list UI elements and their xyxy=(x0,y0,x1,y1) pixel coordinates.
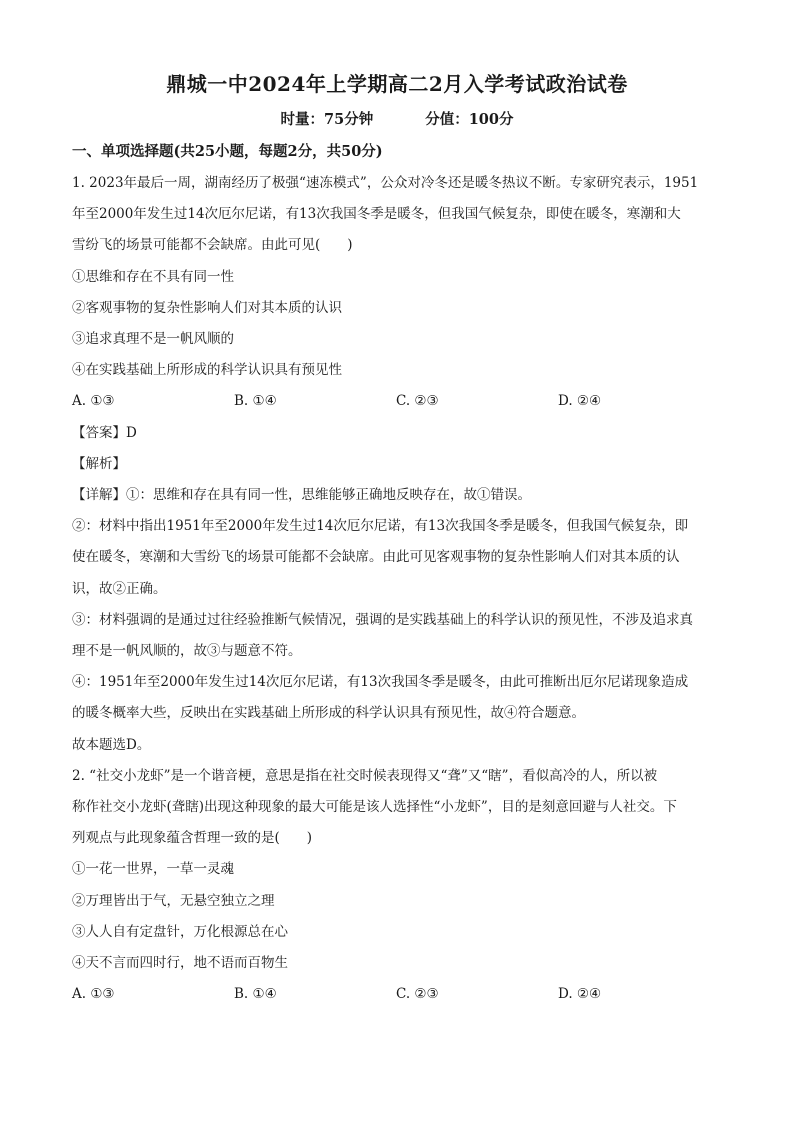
q2-stem-line: 称作社交小龙虾(聋瞎)出现这种现象的最大可能是该人选择性“小龙虾”，目的是刻意回避与人社交。下 xyxy=(72,799,677,816)
q1-statement: ①思维和存在不具有同一性 xyxy=(72,268,234,285)
q1-statement: ④在实践基础上所形成的科学认识具有预见性 xyxy=(72,362,342,379)
q1-detail-line: ③：材料强调的是通过过往经验推断气候情况，强调的是实践基础上的科学认识的预见性，不涉及追求真 xyxy=(72,611,693,628)
q2-stem-line: 列观点与此现象蕴含哲理一致的是( ) xyxy=(72,830,313,847)
q2-option-a: A. ①③ xyxy=(72,986,115,1003)
q1-detail-line: 的暖冬概率大些，反映出在实践基础上所形成的科学认识具有预见性，故④符合题意。 xyxy=(72,705,585,722)
q1-option-b: B. ①④ xyxy=(234,393,277,410)
q2-option-b: B. ①④ xyxy=(234,986,277,1003)
q2-statement: ①一花一世界，一草一灵魂 xyxy=(72,861,234,878)
exam-title: 鼎城一中2024年上学期高二2月入学考试政治试卷 xyxy=(166,72,628,96)
q1-option-a: A. ①③ xyxy=(72,393,115,410)
q2-statement: ④天不言而四时行，地不语而百物生 xyxy=(72,955,288,972)
q2-options xyxy=(72,979,722,1010)
q1-detail-line: 识，故②正确。 xyxy=(72,580,167,597)
q1-option-c: C. ②③ xyxy=(396,393,439,410)
q2-statement: ③人人自有定盘针，万化根源总在心 xyxy=(72,923,288,940)
score-label: 分值：100分 xyxy=(425,111,514,128)
q1-stem-line: 雪纷飞的场景可能都不会缺席。由此可见( ) xyxy=(72,237,353,254)
q1-stem-line: 年至2000年发生过14次厄尔尼诺，有13次我国冬季是暖冬，但我国气候复杂，即使在暖冬，寒潮和大 xyxy=(72,206,681,223)
q1-detail-line: 理不是一帆风顺的，故③与题意不符。 xyxy=(72,643,302,660)
q1-statement: ②客观事物的复杂性影响人们对其本质的认识 xyxy=(72,299,342,316)
q1-statement: ③追求真理不是一帆风顺的 xyxy=(72,331,234,348)
q1-detail-line: ④：1951年至2000年发生过14次厄尔尼诺，有13次我国冬季是暖冬，由此可推断出厄尔尼诺现象造成 xyxy=(72,674,689,691)
exam-meta xyxy=(0,108,794,129)
q2-option-d: D. ②④ xyxy=(558,986,602,1003)
q1-analysis-label: 【解析】 xyxy=(72,455,126,472)
section-heading: 一、单项选择题(共25小题，每题2分，共50分) xyxy=(72,143,383,160)
q2-option-c: C. ②③ xyxy=(396,986,439,1003)
q2-statement: ②万理皆出于气，无悬空独立之理 xyxy=(72,892,275,909)
q1-answer: 【答案】D xyxy=(72,424,137,441)
q1-stem-line: 1. 2023年最后一周，湖南经历了极强“速冻模式”，公众对冷冬还是暖冬热议不断。专家研究表示，1951 xyxy=(72,175,699,191)
question-content xyxy=(72,168,722,1010)
q1-detail-line: ②：材料中指出1951年至2000年发生过14次厄尔尼诺，有13次我国冬季是暖冬，但我国气候复杂，即 xyxy=(72,518,689,535)
q1-options xyxy=(72,386,722,417)
time-label: 时量：75分钟 xyxy=(280,111,374,128)
q1-option-d: D. ②④ xyxy=(558,393,602,410)
q1-detail-line: 【详解】①：思维和存在具有同一性，思维能够正确地反映存在，故①错误。 xyxy=(72,487,531,504)
q1-detail-line: 故本题选D。 xyxy=(72,736,151,753)
q1-detail-line: 使在暖冬，寒潮和大雪纷飞的场景可能都不会缺席。由此可见客观事物的复杂性影响人们对其本质的认 xyxy=(72,549,680,566)
q2-stem-line: 2. “社交小龙虾”是一个谐音梗，意思是指在社交时候表现得又“聋”又“瞎”，看似高冷的人，所以被 xyxy=(72,767,658,784)
